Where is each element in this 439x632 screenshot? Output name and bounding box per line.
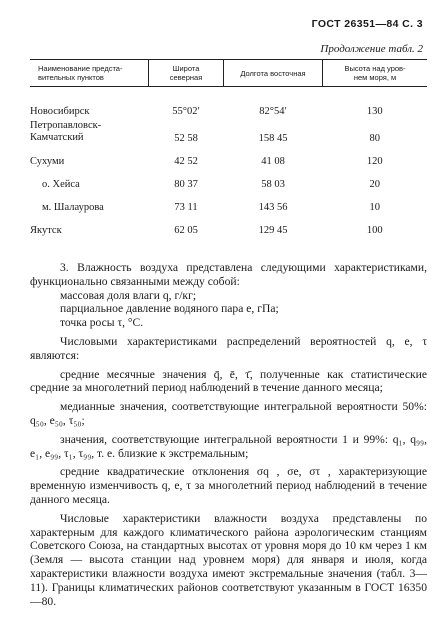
col-lat: Широта северная — [169, 64, 203, 82]
list-item: парциальное давление водяного пара e, гПа; — [60, 302, 279, 316]
table-cell: 73 11 — [174, 202, 198, 213]
col-lon: Долгота восточная — [240, 68, 306, 78]
table-cell: 52 58 — [174, 133, 198, 144]
table-cell: 80 — [369, 133, 380, 144]
table-cell: 143 56 — [258, 202, 288, 213]
table-row — [30, 144, 427, 167]
table-cell: 100 — [366, 225, 383, 236]
paragraph: Числовыми характеристиками распределений вероятностей q, e, τ являются: — [30, 334, 427, 362]
col-name: Наименование предста- вительных пунктов — [38, 64, 123, 82]
table-cell: 10 — [369, 202, 380, 213]
column-header — [224, 60, 323, 87]
table-cell: 130 — [366, 106, 383, 117]
paragraph: средние квадратические отклонения σq , σe, στ , характеризующие временную изменчивость q, e, τ за многолетний период наблюдений в течение данного месяца. — [30, 465, 427, 506]
paragraph: средние месячные значения q̄, ē, τ̄, полученные как статистические средние за многолетний период наблюдений в течение данного месяца; — [30, 367, 427, 395]
column-header — [30, 60, 149, 87]
table-cell: 120 — [366, 156, 383, 167]
table-cell: 42 52 — [174, 156, 198, 167]
table-cell: 80 37 — [174, 179, 198, 190]
page-header: ГОСТ 26351—84 С. 3 — [311, 18, 423, 30]
table-cell: 58 03 — [261, 179, 285, 190]
column-header — [149, 60, 224, 87]
table-cell: 41 08 — [261, 156, 285, 167]
table-cell: о. Хейса — [42, 179, 80, 190]
table-cell: Петропавловск- Камчатский — [30, 120, 102, 143]
table-cell: 55°02′ — [172, 106, 200, 117]
table-cell: 20 — [369, 179, 380, 190]
table-row — [30, 117, 427, 144]
table-cell: Якутск — [30, 225, 62, 236]
table-row — [30, 87, 427, 118]
table-row — [30, 213, 427, 236]
table-row — [30, 167, 427, 190]
paragraph: медианные значения, соответствующие интегральной вероятности 50%: q₅₀, e₅₀, τ₅₀; — [30, 400, 427, 427]
table-cell: 82°54′ — [259, 106, 287, 117]
table-row — [30, 190, 427, 213]
list-item: массовая доля влаги q, г/кг; — [60, 288, 197, 302]
body-text — [30, 261, 427, 608]
table-cell: м. Шалаурова — [42, 202, 104, 213]
paragraph: 3. Влажность воздуха представлена следующими характеристиками, функционально связанными между собой: — [30, 261, 427, 288]
table-cell: Сухуми — [30, 156, 65, 167]
paragraph: значения, соответствующие интегральной вероятности 1 и 99%: q₁, q₉₉, e₁, e₉₉, τ₁, τ₉₉, т. е. близкие к экстремальным; — [30, 432, 427, 460]
table-header-row — [30, 60, 427, 87]
table-continuation-label: Продолжение табл. 2 — [320, 43, 423, 55]
col-alt: Высота над уров- нем моря, м — [344, 64, 406, 82]
table-cell: Новосибирск — [30, 106, 90, 117]
table-cell: 62 05 — [174, 225, 198, 236]
table-cell: 129 45 — [258, 225, 288, 236]
stations-table — [30, 59, 427, 236]
list-item: точка росы τ, °C. — [60, 316, 144, 330]
column-header — [323, 60, 428, 87]
paragraph: Числовые характеристики влажности воздуха представлены по характерным для каждого климатического района аэрологическим станциям Советского Союза, на стандартных высотах от уровня моря до 10 км через 1 км (Земля — высота станции над уровнем моря) для января и июля, когда характеристики влажности воздуха имеют экстремальные значения (табл. 3—11). Границы климатических районов соответствуют указанным в ГОСТ 16350—80. — [30, 511, 427, 608]
table-cell: 158 45 — [258, 133, 288, 144]
